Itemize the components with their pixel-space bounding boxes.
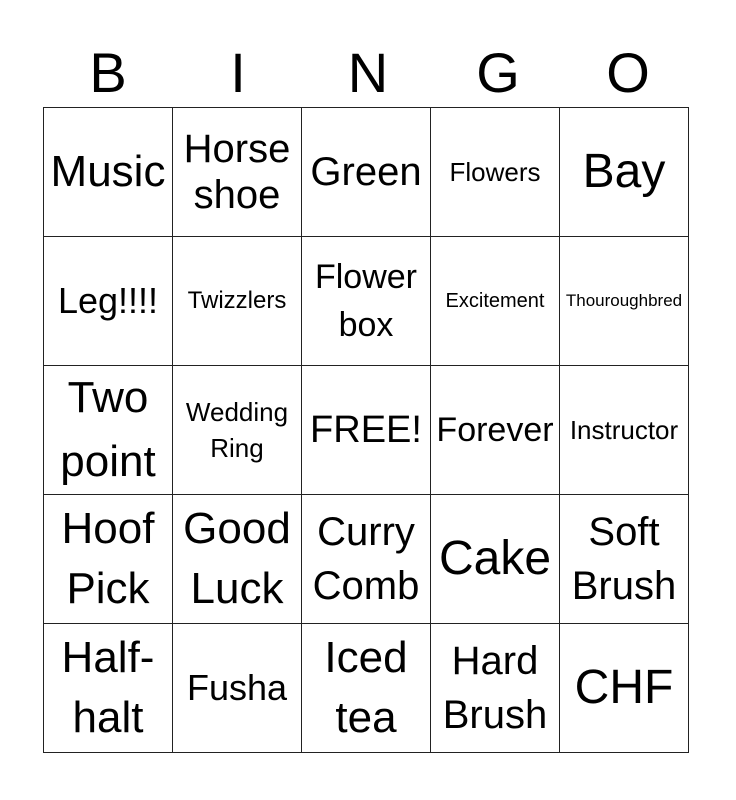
bingo-cell[interactable]	[560, 495, 689, 624]
cell-text: Forever	[436, 411, 554, 449]
bingo-cell[interactable]	[431, 495, 560, 624]
cell-text: Cake	[438, 532, 552, 585]
cell-text: Good Luck	[183, 504, 291, 613]
cell-text: Soft Brush	[571, 510, 677, 608]
grid-row	[44, 108, 689, 237]
header-letter-b: B	[89, 41, 127, 104]
bingo-cell[interactable]	[173, 108, 302, 237]
bingo-cell[interactable]	[560, 366, 689, 495]
bingo-cell[interactable]	[44, 366, 173, 495]
bingo-cell[interactable]	[173, 237, 302, 366]
bingo-card-grid	[43, 107, 689, 753]
bingo-cell[interactable]	[302, 366, 431, 495]
cell-text: Thouroughbred	[565, 291, 683, 310]
bingo-cell[interactable]	[302, 237, 431, 366]
cell-text: Half- halt	[61, 633, 155, 742]
grid-row	[44, 624, 689, 753]
header-letter-n: N	[347, 41, 389, 104]
cell-text: Excitement	[445, 290, 545, 312]
bingo-cell[interactable]	[560, 237, 689, 366]
bingo-cell[interactable]	[560, 624, 689, 753]
bingo-cell[interactable]	[44, 237, 173, 366]
cell-text: Horse shoe	[183, 127, 291, 217]
cell-text: Music	[50, 147, 166, 196]
header-letter-i: I	[230, 41, 246, 104]
cell-text: Fusha	[186, 667, 288, 708]
header-letter-o: O	[606, 41, 650, 104]
cell-text: Two point	[60, 373, 156, 486]
bingo-cell[interactable]	[302, 624, 431, 753]
bingo-cell[interactable]	[302, 108, 431, 237]
cell-text: Leg!!!!	[57, 280, 159, 321]
grid-row	[44, 237, 689, 366]
bingo-cell[interactable]	[44, 624, 173, 753]
bingo-cell[interactable]	[44, 108, 173, 237]
bingo-cell[interactable]	[431, 624, 560, 753]
cell-text: Iced tea	[324, 633, 408, 742]
bingo-cell[interactable]	[173, 366, 302, 495]
bingo-cell[interactable]	[302, 495, 431, 624]
cell-text: Flower box	[314, 258, 418, 344]
bingo-cell[interactable]	[560, 108, 689, 237]
bingo-cell[interactable]	[431, 237, 560, 366]
cell-text: CHF	[574, 661, 674, 714]
bingo-cell[interactable]	[44, 495, 173, 624]
cell-text: Instructor	[569, 415, 679, 445]
cell-text: Bay	[582, 145, 666, 198]
cell-text: Flowers	[449, 157, 541, 187]
bingo-cell[interactable]	[431, 108, 560, 237]
header-letter-g: G	[476, 41, 520, 104]
bingo-cell[interactable]	[431, 366, 560, 495]
grid-row	[44, 495, 689, 624]
cell-text: Green	[310, 150, 422, 194]
cell-text: FREE!	[310, 409, 422, 451]
cell-text: Hoof Pick	[61, 504, 155, 613]
bingo-header	[43, 38, 693, 108]
cell-text: Curry Comb	[312, 510, 420, 608]
cell-text: Hard Brush	[442, 639, 548, 737]
grid-row	[44, 366, 689, 495]
bingo-cell[interactable]	[173, 624, 302, 753]
cell-text: Twizzlers	[187, 287, 287, 314]
bingo-cell[interactable]	[173, 495, 302, 624]
cell-text: Wedding Ring	[185, 397, 289, 463]
